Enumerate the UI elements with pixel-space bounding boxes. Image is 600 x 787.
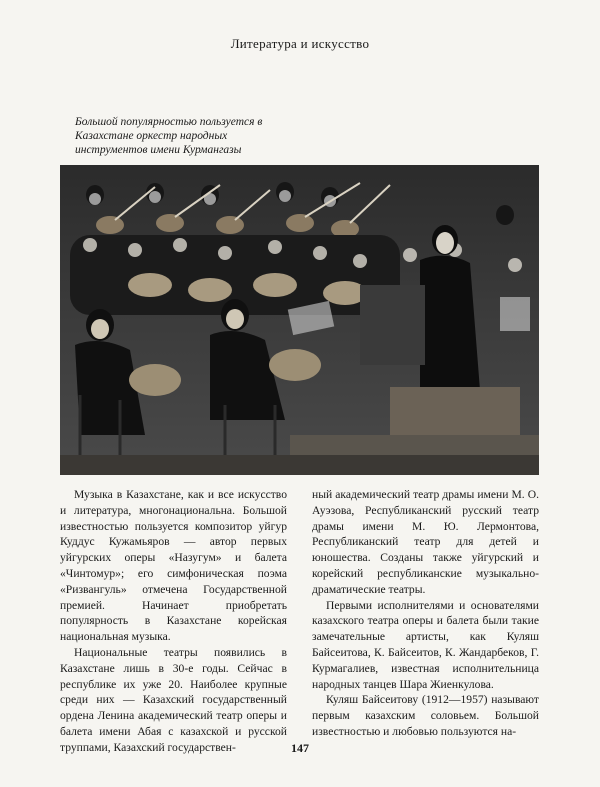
- paragraph: Куляш Байсеитову (1912—1957) называют первым казахским соловьем. Большой известностью и любовью пользуются на-: [312, 693, 539, 738]
- running-head: Литература и искусство: [230, 36, 370, 51]
- text-column-left: [60, 487, 287, 756]
- caption-line: инструментов имени Курмангазы: [75, 144, 242, 156]
- paragraph: Музыка в Казахстане, как и все искусство и литература, многонациональна. Большой известностью пользуется композитор уйгур Куддус Кужамьяров — автор первых уйгурских оперы «Назугум» и балета «Чинтомур»; его симфоническая поэма «Ризвангуль» отмечена Государственной премией. Начинает приобретать популярность в Казахстане корейская национальная музыка.: [60, 488, 287, 644]
- orchestra-photo: [60, 165, 539, 475]
- caption-line: Большой популярностью пользуется в: [75, 116, 263, 128]
- caption-line: Казахстане оркестр народных: [75, 130, 228, 142]
- text-column-right: [312, 487, 539, 740]
- paragraph: Первыми исполнителями и основателями казахского театра оперы и балета были такие замечательные артисты, как Куляш Байсеитова, К. Байсеитов, К. Жандарбеков, Г. Курмагалиев, известная исполнительница народных танцев Шара Жиенкулова.: [312, 598, 539, 691]
- figure-caption: [75, 115, 375, 157]
- page-number: 147: [291, 741, 309, 755]
- paragraph-continuation: ный академический театр драмы имени М. О. Ауэзова, Республиканский русский театр драмы имени М. Ю. Лермонтова, Республиканский театр для детей и юношества. Созданы также уйгурский и корейский республиканские музыкально-драматические театры.: [312, 488, 539, 596]
- paragraph: Национальные театры появились в Казахстане лишь в 30-е годы. Сейчас в республике их уже 20. Наиболее крупные среди них — Казахский государственный ордена Ленина академический театр оперы и балета имени Абая с казахской и русской труппами, Казахский государствен-: [60, 645, 287, 754]
